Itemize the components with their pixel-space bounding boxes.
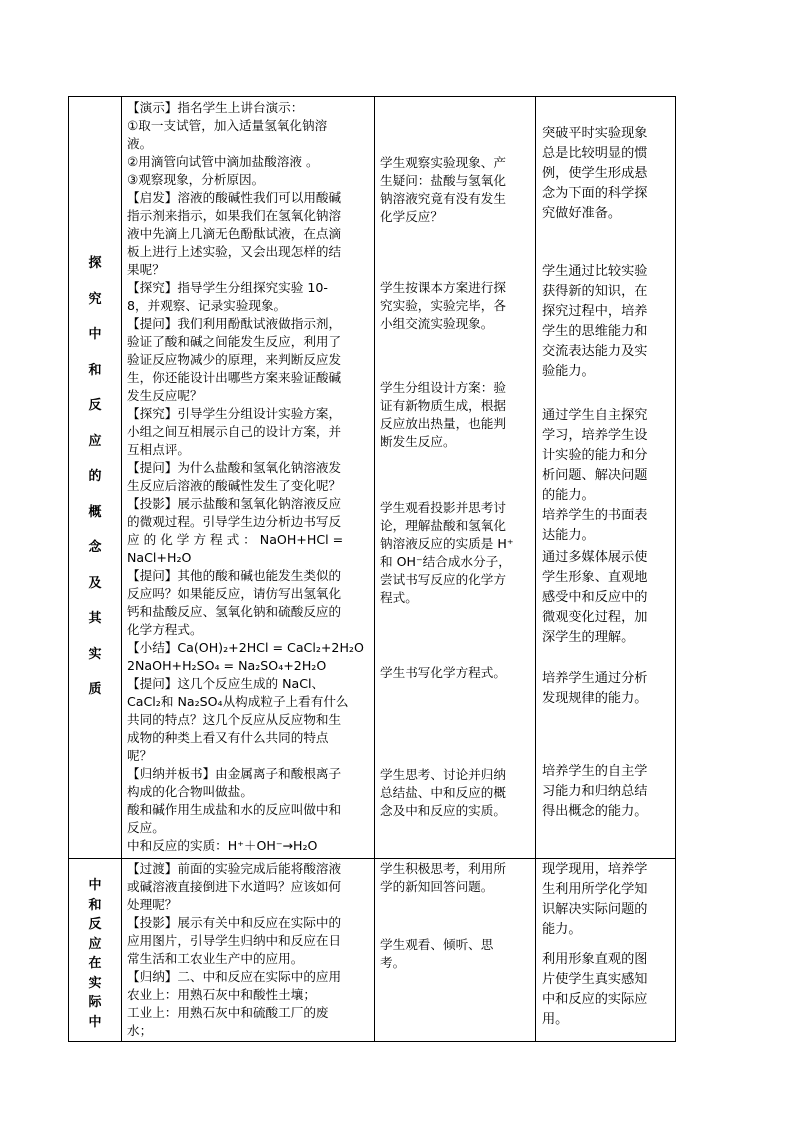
student-text-line: 学生思考、讨论并归纳 <box>380 767 506 782</box>
student-text-line: 论，理解盐酸和氢氧化 <box>380 518 506 533</box>
teacher-text-line: 共同的特点？这几个反应从反应物和生 <box>127 712 342 727</box>
teacher-text-line: 处理呢？ <box>127 897 178 912</box>
section-title-char: 反 <box>88 917 102 932</box>
teacher-text-line: 【归纳并板书】由金属离子和酸根离子 <box>127 766 342 781</box>
intent-text-line: 学习，培养学生设 <box>542 428 648 443</box>
teacher-text-line: 或碱溶液直接倒进下水道吗？应该如何 <box>127 879 342 894</box>
section-title-application <box>80 876 110 1032</box>
intent-text-line: 通过学生自主探究 <box>542 408 648 423</box>
intent-text-line: 片使学生真实感知 <box>542 972 648 987</box>
teacher-text-line: 液。 <box>127 136 153 151</box>
teacher-text-line: 【探究】指导学生分组探究实验 10- <box>127 280 328 295</box>
intent-text-line: 达能力。 <box>542 528 595 543</box>
student-text-line: 总结盐、中和反应的概 <box>380 785 506 800</box>
intent-text-line: 生利用所学化学知 <box>542 882 648 897</box>
teacher-text-line: 【启发】溶液的酸碱性我们可以用酸碱 <box>127 190 342 205</box>
intent-text-line: 例，使学生形成悬 <box>542 166 648 181</box>
teacher-text-line: 常生活和工农业生产中的应用。 <box>127 951 304 966</box>
student-text-line: 学生观看投影并思考讨 <box>380 500 506 515</box>
row-divider <box>68 858 676 859</box>
teacher-text-line: 互相点评。 <box>127 442 190 457</box>
intent-text-line: 突破平时实验现象 <box>542 126 648 141</box>
section-title-char: 应 <box>88 433 102 449</box>
section-title-char: 念 <box>88 540 102 555</box>
teacher-text-line: ①取一支试管，加入适量氢氧化钠溶 <box>127 118 328 133</box>
intent-text-line: 探究过程中，培养 <box>542 304 648 319</box>
intent-text-line: 中和反应的实际应 <box>542 992 648 1007</box>
student-text-line: 学生分组设计方案：验 <box>380 380 506 395</box>
section-title-char: 和 <box>88 897 102 913</box>
student-text-line: 学生积极思考，利用所 <box>380 861 506 876</box>
student-text-line: 究实验，实验完毕，各 <box>380 298 506 313</box>
student-text-line: 学生观察实验现象、产 <box>380 155 506 170</box>
intent-text-line: 计实验的能力和分 <box>542 448 648 463</box>
intent-text-line: 感受中和反应中的 <box>542 590 648 605</box>
student-text-line: 程式。 <box>380 590 418 605</box>
table-border-left <box>68 96 69 1042</box>
student-text-line: 考。 <box>380 955 406 970</box>
section-title-char: 反 <box>88 398 102 413</box>
column-divider <box>121 96 122 1042</box>
intent-text-line: 习能力和归纳总结 <box>542 784 648 799</box>
intent-text-line: 培养学生通过分析 <box>542 671 648 686</box>
teacher-text-line: 工业上：用熟石灰中和硫酸工厂的废 <box>127 1005 329 1020</box>
teacher-text-line: 果呢？ <box>127 262 165 277</box>
teacher-text-line: 成物的种类上看又有什么共同的特点 <box>127 730 329 745</box>
teacher-text-line: 生反应后溶液的酸碱性发生了变化呢？ <box>127 478 342 493</box>
intent-text-line: 念为下面的科学探 <box>542 186 648 201</box>
teacher-text-line: 【投影】展示有关中和反应在实际中的 <box>127 915 342 930</box>
section-title-char: 和 <box>88 362 102 378</box>
intent-text-line: 用。 <box>542 1012 569 1027</box>
student-text-line: 化学反应？ <box>380 209 443 224</box>
teacher-text-line: 小组之间互相展示自己的设计方案，并 <box>127 424 342 439</box>
section-title-char: 在 <box>88 956 102 971</box>
student-text-line: 生疑问：盐酸与氢氧化 <box>380 173 506 188</box>
intent-text-line: 的能力。 <box>542 488 595 503</box>
intent-text-line: 能力。 <box>542 922 582 937</box>
section-title-char: 中 <box>88 327 102 342</box>
teacher-text-line: 【归纳】二、中和反应在实际中的应用 <box>127 969 342 984</box>
student-text-line: 断发生反应。 <box>380 434 456 449</box>
student-text-line: 小组交流实验现象。 <box>380 316 494 331</box>
section-title-char: 应 <box>88 936 102 952</box>
intent-text-line: 深学生的理解。 <box>542 630 635 645</box>
section-title-char: 其 <box>88 611 102 626</box>
teacher-text-line: 8，并观察、记录实验现象。 <box>127 298 287 313</box>
teacher-activity-cell <box>127 99 371 855</box>
student-text-line: 学生按课本方案进行探 <box>380 280 506 295</box>
teacher-text-line: 【投影】展示盐酸和氢氧化钠溶液反应 <box>127 496 342 511</box>
column-divider <box>535 96 536 1042</box>
teacher-text-line: 构成的化合物叫做盐。 <box>127 784 253 799</box>
intent-text-line: 发现规律的能力。 <box>542 691 648 706</box>
teacher-text-line: 验证了酸和碱之间能发生反应，利用了 <box>127 334 342 349</box>
table-border-right <box>675 96 676 1042</box>
teacher-text-line: 反应吗？如果能反应，请仿写出氢氧化 <box>127 586 342 601</box>
teacher-text-line: 应用图片，引导学生归纳中和反应在日 <box>127 933 342 948</box>
section-title-char: 际 <box>88 995 102 1010</box>
student-text-line: 学的新知回答问题。 <box>380 879 494 894</box>
intent-text-line: 获得新的知识，在 <box>542 284 648 299</box>
section-title-char: 实 <box>88 646 102 662</box>
section-title-char: 实 <box>88 975 102 991</box>
intent-text-line: 学生的思维能力和 <box>542 324 648 339</box>
student-text-line: 反应放出热量，也能判 <box>380 416 506 431</box>
teacher-activity-cell <box>127 860 371 1040</box>
intent-text-line: 培养学生的书面表 <box>542 508 648 523</box>
teacher-text-line: 板上进行上述实验，又会出现怎样的结 <box>127 244 342 259</box>
section-title-char: 的 <box>88 469 102 484</box>
teacher-text-line: 化学方程式。 <box>127 622 203 637</box>
teacher-text-line: 农业上：用熟石灰中和酸性土壤； <box>127 987 316 1002</box>
section-title-char: 概 <box>88 504 102 520</box>
teacher-text-line: 水； <box>127 1023 153 1038</box>
teacher-text-line: 中和反应的实质：H⁺＋OH⁻→H₂O <box>127 838 318 853</box>
section-title-char: 中 <box>88 1014 102 1030</box>
teacher-text-line: 2NaOH+H₂SO₄ = Na₂SO₄+2H₂O <box>127 658 327 673</box>
teacher-text-line: 发生反应呢？ <box>127 388 203 403</box>
teacher-text-line: ②用滴管向试管中滴加盐酸溶液 。 <box>127 154 319 169</box>
teacher-text-line: 【探究】引导学生分组设计实验方案， <box>127 406 342 421</box>
student-text-line: 和 OH⁻结合成水分子， <box>380 554 511 569</box>
teacher-text-line: 应 的 化 学 方 程 式 ： NaOH+HCl = <box>127 532 344 547</box>
student-text-line: 钠溶液究竟有没有发生 <box>380 191 506 206</box>
intent-text-line: 学生通过比较实验 <box>542 264 648 279</box>
teacher-text-line: 【提问】这几个反应生成的 NaCl、 <box>127 676 325 691</box>
teacher-text-line: 酸和碱作用生成盐和水的反应叫做中和 <box>127 802 342 817</box>
teacher-text-line: ③观察现象，分析原因。 <box>127 172 265 187</box>
student-text-line: 尝试书写反应的化学方 <box>380 572 506 587</box>
teacher-text-line: 钙和盐酸反应、氢氧化钠和硫酸反应的 <box>127 604 342 619</box>
table-border-top <box>68 96 676 97</box>
intent-text-line: 识解决实际问题的 <box>542 902 648 917</box>
table-border-bottom <box>68 1041 676 1042</box>
intent-text-line: 交流表达能力及实 <box>542 344 648 359</box>
intent-text-line: 验能力。 <box>542 364 595 379</box>
student-text-line: 学生书写化学方程式。 <box>380 665 506 680</box>
section-title-char: 究 <box>88 291 102 307</box>
intent-text-line: 通过多媒体展示使 <box>542 550 648 565</box>
teacher-text-line: 【提问】我们利用酚酞试液做指示剂， <box>127 316 342 331</box>
teacher-text-line: 【提问】其他的酸和碱也能发生类似的 <box>127 568 342 583</box>
intent-text-line: 利用形象直观的图 <box>542 952 648 967</box>
lesson-plan-table <box>68 96 676 1042</box>
teacher-text-line: 呢？ <box>127 748 153 763</box>
teacher-text-line: 反应。 <box>127 820 165 835</box>
teacher-text-line: 生，你还能设计出哪些方案来验证酸碱 <box>127 370 342 385</box>
teacher-text-line: 验证反应物减少的原理，来判断反应发 <box>127 352 342 367</box>
teacher-text-line: 【过渡】前面的实验完成后能将酸溶液 <box>127 861 342 876</box>
intent-text-line: 现学现用，培养学 <box>542 862 648 877</box>
student-text-line: 念及中和反应的实质。 <box>380 803 506 818</box>
student-text-line: 钠溶液反应的实质是 H⁺ <box>380 536 514 551</box>
teacher-text-line: CaCl₂和 Na₂SO₄从构成粒子上看有什么 <box>127 694 349 709</box>
intent-text-line: 究做好准备。 <box>542 206 622 221</box>
student-text-line: 学生观看、倾听、思 <box>380 937 494 952</box>
teacher-text-line: 【演示】指名学生上讲台演示： <box>127 100 304 115</box>
intent-text-line: 学生形象、直观地 <box>542 570 648 585</box>
intent-text-line: 培养学生的自主学 <box>542 764 648 779</box>
teacher-text-line: 【提问】为什么盐酸和氢氧化钠溶液发 <box>127 460 342 475</box>
column-divider <box>374 96 375 1042</box>
teacher-text-line: NaCl+H₂O <box>127 550 192 565</box>
section-title-explore <box>80 246 110 708</box>
section-title-char: 质 <box>88 682 102 697</box>
teacher-text-line: 【小结】Ca(OH)₂+2HCl = CaCl₂+2H₂O <box>127 640 364 655</box>
student-text-line: 证有新物质生成，根据 <box>380 398 506 413</box>
section-title-char: 探 <box>88 256 102 271</box>
intent-text-line: 得出概念的能力。 <box>542 804 648 819</box>
intent-text-line: 总是比较明显的惯 <box>542 146 648 161</box>
section-title-char: 中 <box>88 878 102 893</box>
teacher-text-line: 的微观过程。引导学生边分析边书写反 <box>127 514 342 529</box>
teacher-text-line: 指示剂来指示，如果我们在氢氧化钠溶 <box>127 208 342 223</box>
section-title-char: 及 <box>88 575 102 591</box>
intent-text-line: 析问题、解决问题 <box>542 468 648 483</box>
intent-text-line: 微观变化过程，加 <box>542 610 648 625</box>
teacher-text-line: 液中先滴上几滴无色酚酞试液，在点滴 <box>127 226 342 241</box>
